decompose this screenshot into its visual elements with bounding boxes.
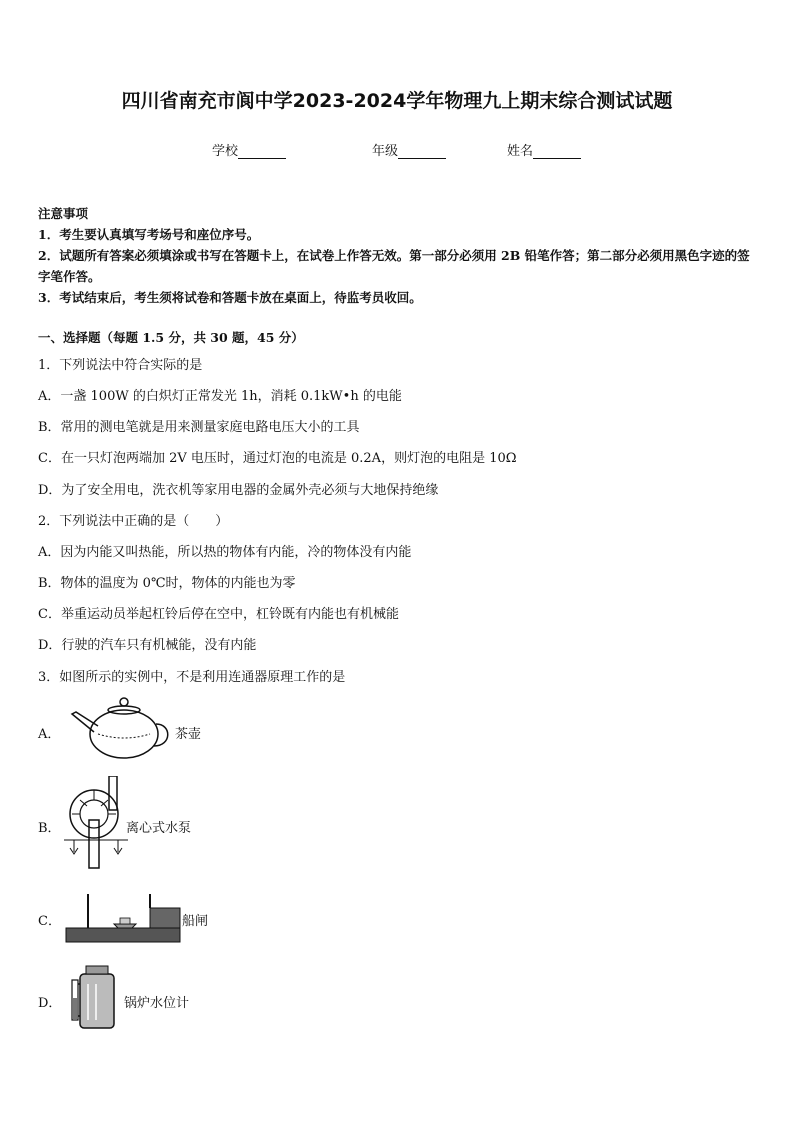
boiler-gauge-icon (68, 964, 122, 1034)
question-option[interactable]: D．行驶的汽车只有机械能，没有内能 (38, 638, 257, 653)
note-item: 3．考试结束后，考生须将试卷和答题卡放在桌面上，待监考员收回。 (38, 290, 422, 305)
school-blank[interactable] (238, 146, 286, 159)
question-option-d[interactable] (38, 962, 238, 1036)
name-field[interactable] (507, 140, 581, 159)
school-field[interactable] (212, 140, 286, 159)
option-letter: B． (38, 821, 61, 836)
grade-blank[interactable] (398, 146, 446, 159)
question-option[interactable]: C．举重运动员举起杠铃后停在空中，杠铃既有内能也有机械能 (38, 607, 399, 622)
note-item: 2．试题所有答案必须填涂或书写在答题卡上，在试卷上作答无效。第一部分必须用 2B 铅笔作答；第二部分必须用黑色字迹的签字笔作答。 (38, 248, 750, 284)
section-heading: 一、选择题（每题 1.5 分，共 30 题，45 分） (38, 330, 304, 345)
option-letter: A． (38, 727, 61, 742)
notes-block (38, 203, 758, 308)
question-option[interactable]: A．一盏 100W 的白炽灯正常发光 1h，消耗 0.1kW•h 的电能 (38, 389, 402, 404)
name-label: 姓名 (507, 144, 534, 159)
notes-heading: 注意事项 (38, 206, 89, 221)
question-stem: 3．如图所示的实例中，不是利用连通器原理工作的是 (38, 670, 346, 685)
question-stem: 2．下列说法中正确的是（ ） (38, 514, 229, 529)
question-option[interactable]: A．因为内能又叫热能，所以热的物体有内能，冷的物体没有内能 (38, 545, 412, 560)
option-letter: C． (38, 914, 61, 929)
question-option[interactable]: C．在一只灯泡两端加 2V 电压时，通过灯泡的电流是 0.2A，则灯泡的电阻是 10Ω (38, 451, 517, 466)
question-option-c[interactable] (38, 888, 238, 948)
question-option-b[interactable] (38, 776, 238, 872)
grade-label: 年级 (372, 144, 399, 159)
option-caption: 船闸 (182, 914, 209, 929)
question-option[interactable]: D．为了安全用电，洗衣机等家用电器的金属外壳必须与大地保持绝缘 (38, 483, 439, 498)
option-caption: 离心式水泵 (126, 821, 192, 836)
grade-field[interactable] (372, 140, 446, 159)
question-option-a[interactable] (38, 690, 238, 770)
question-stem: 1．下列说法中符合实际的是 (38, 358, 203, 373)
question-option[interactable]: B．物体的温度为 0℃时，物体的内能也为零 (38, 576, 296, 591)
question-option[interactable]: B．常用的测电笔就是用来测量家庭电路电压大小的工具 (38, 420, 360, 435)
teapot-icon (68, 694, 178, 764)
note-item: 1．考生要认真填写考场号和座位序号。 (38, 227, 260, 242)
option-caption: 锅炉水位计 (124, 996, 190, 1011)
option-letter: D． (38, 996, 62, 1011)
school-label: 学校 (212, 144, 239, 159)
centrifugal-pump-icon (64, 776, 128, 870)
exam-title: 四川省南充市阆中学2023-2024学年物理九上期末综合测试试题 (121, 90, 673, 112)
name-blank[interactable] (533, 146, 581, 159)
ship-lock-icon (64, 892, 184, 946)
option-caption: 茶壶 (175, 727, 202, 742)
